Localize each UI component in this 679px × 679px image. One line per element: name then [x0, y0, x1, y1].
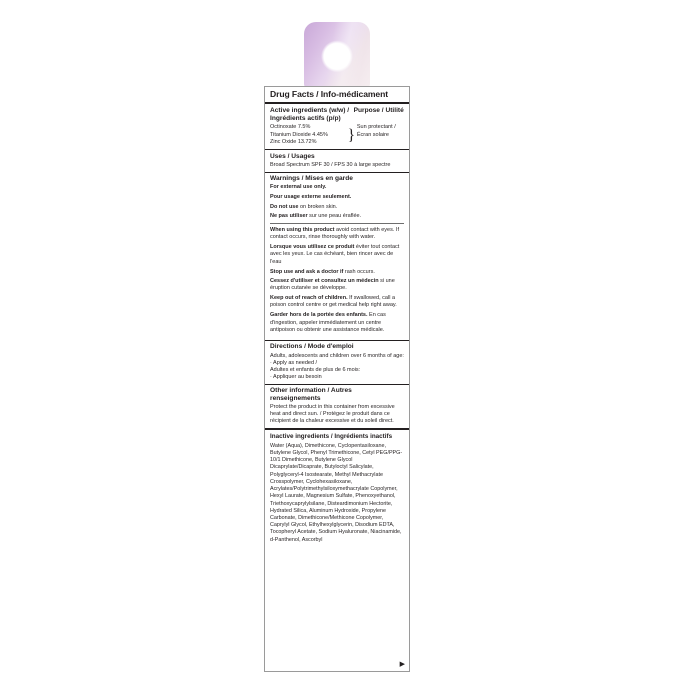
warning-paragraph: [270, 194, 404, 201]
tube-cap: [304, 22, 370, 88]
warning-rest: on broken skin.: [298, 203, 338, 210]
other-information-text: Protect the product in this container from excessive heat and direct sun. / Protégez le produit dans ce récipient de la chaleur excessive et du soleil direct.: [270, 404, 395, 425]
warning-bold: For external use only.: [270, 184, 327, 191]
warning-rest: éviter tout contact avec les yeux. Le cas échéant, bien rincer avec de l'eau: [270, 244, 400, 265]
directions-body: [265, 353, 409, 384]
warning-bold: Stop use and ask a doctor if: [270, 268, 344, 275]
active-ingredients-heading-left: Active ingredients (w/w) / Ingrédients actifs (p/p): [270, 106, 350, 122]
uses-heading: Uses / Usages: [270, 152, 315, 160]
other-information-heading: Other information / Autres renseignements: [270, 387, 352, 402]
warning-bold: Ne pas utiliser: [270, 212, 308, 219]
inactive-ingredients-heading: Inactive ingredients / Ingrédients inactifs: [270, 433, 393, 441]
cap-gloss: [304, 22, 370, 88]
chevron-right-icon: ▶: [399, 661, 405, 668]
warning-paragraph: [270, 204, 404, 211]
warning-rest: rash occurs.: [343, 268, 375, 275]
divider-hairline: [270, 223, 404, 224]
warning-rest: avoid contact with eyes. If contact occurs, rinse thoroughly with water.: [270, 226, 399, 241]
warning-bold: Pour usage externe seulement.: [270, 193, 352, 200]
drug-facts-title: Drug Facts / Info-médicament: [270, 89, 389, 99]
active-ingredients-heading-right: Purpose / Utilité: [353, 106, 404, 114]
active-ingredients-body: [265, 124, 409, 149]
warning-paragraph: [270, 213, 404, 220]
directions-line: · Apply as needed /: [270, 359, 318, 366]
active-ingredient-item: Zinc Oxide 13.72%: [270, 138, 317, 145]
active-ingredient-item: Titanium Dioxide 4.45%: [270, 131, 328, 138]
warning-rest: If swallowed, call a poison control centre or get medical help right away.: [270, 295, 397, 309]
warning-paragraph: [270, 312, 404, 333]
warning-bold: Cessez d'utiliser et consultez un médecin: [270, 277, 379, 284]
active-ingredient-item: Octinoxate 7.5%: [270, 124, 311, 131]
warning-rest: sur une peau éraflée.: [307, 212, 362, 219]
warning-bold: When using this product: [270, 226, 335, 233]
warning-paragraph: [270, 227, 404, 241]
warning-rest: En cas d'ingestion, appeler immédiatement un centre antipoison ou obtenir une assistance médicale.: [270, 312, 386, 333]
drug-facts-label: [264, 86, 410, 672]
warning-paragraph: [270, 278, 404, 292]
warning-bold: Lorsque vous utilisez ce produit: [270, 244, 355, 251]
warning-bold: Garder hors de la portée des enfants.: [270, 312, 368, 319]
directions-line: Adultes et enfants de plus de 6 mois:: [270, 366, 361, 373]
warning-paragraph: [270, 269, 404, 276]
warning-paragraph: [270, 244, 404, 265]
directions-heading: Directions / Mode d'emploi: [270, 343, 354, 351]
warning-bold: Do not use: [270, 203, 299, 210]
directions-line: Adults, adolescents and children over 6 months of age:: [270, 352, 404, 359]
uses-text: Broad Spectrum SPF 30 / FPS 30 à large spectre: [270, 162, 391, 168]
warnings-body: [265, 184, 409, 339]
warning-rest: si une éruption cutanée se développe.: [270, 277, 395, 291]
active-ingredients-list: [270, 124, 346, 146]
warning-bold: Keep out of reach of children.: [270, 295, 348, 302]
active-ingredients-purpose: Sun protectant / Écran solaire: [356, 124, 396, 138]
brace-symbol: }: [347, 126, 356, 144]
warnings-heading: Warnings / Mises en garde: [270, 175, 353, 183]
inactive-ingredients-text: Water (Aqua), Dimethicone, Cyclopentasiloxane, Butylene Glycol, Phenyl Trimethicone, Cetyl PEG/PPG-10/1 Dimethicone, Butylene Glycol Dicaprylate/Dicaprate, Butyloctyl Salicylate, Polyglyceryl-4 Isostearate, Methyl Methacrylate Crosspolymer, Cyclohexasiloxane, Acrylates/Polytrimethylsiloxymethacrylate Copolymer, Hexyl Laurate, Magnesium Sulfate, Phenoxyethanol, Triethoxycaprylylsilane, Disteardimonium Hectorite, Hydrated Silica, Aluminum Hydroxide, Propylene Carbonate, Dimethicone/Methicone Copolymer, Caprylyl Glycol, Ethylhexylglycerin, Disodium EDTA, Tocopheryl Acetate, Sodium Hyaluronate, Niacinamide, d-Panthenol, Ascorbyl: [270, 442, 403, 543]
product-package: [264, 22, 410, 672]
warning-paragraph: [270, 184, 404, 191]
warning-paragraph: [270, 295, 404, 309]
directions-line: · Appliquer au besoin: [270, 373, 322, 380]
active-ingredients-heading: [265, 104, 409, 124]
